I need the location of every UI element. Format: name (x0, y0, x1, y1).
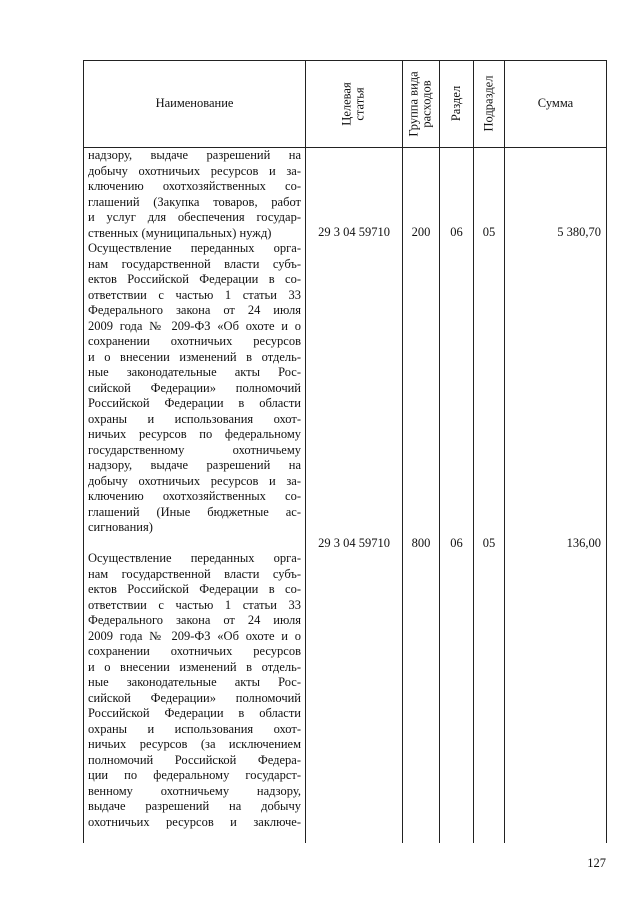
header-subsection-label: Подраздел (481, 75, 496, 132)
header-subsection (474, 60, 504, 147)
header-target-line-1: Целевая (340, 81, 354, 126)
text-line: сийской Федерации» полномочий (88, 380, 301, 395)
text-line: глашений (Иные бюджетные ас- (88, 504, 301, 519)
header-group-line-2: расходов (420, 79, 435, 128)
header-target-line-2: статья (353, 86, 367, 121)
text-line: Федерального закона от 24 июля (88, 303, 301, 317)
text-line: ственных (муниципальных) нужд) (88, 225, 272, 240)
text-line: ничьих ресурсов (за исключением (88, 737, 301, 751)
table-row-2-subsection: 05 (482, 536, 496, 550)
text-line: ектов Российской Федерации в со- (88, 582, 301, 596)
text-line: Российской Федерации в области (88, 396, 301, 410)
header-section-label: Раздел (449, 85, 464, 122)
text-line: венному охотничьему надзору, (88, 783, 301, 798)
page-number: 127 (587, 856, 606, 870)
table-row-2-sum: 136,00 (566, 536, 601, 550)
text-line: выдаче разрешений на добычу (88, 799, 301, 813)
table-row-2-description (88, 241, 301, 536)
table-row-1-target: 29 3 04 59710 (318, 225, 390, 239)
table-row-1-subsection: 05 (482, 225, 496, 239)
text-line: и о внесении изменений в отдель- (88, 349, 301, 364)
text-line: добычу охотничьих ресурсов и за- (88, 473, 301, 488)
column-divider-section (473, 60, 474, 843)
text-line: ответствии с частью 1 статьи 33 (88, 287, 301, 302)
table-row-3-description (88, 551, 301, 830)
table-row-2-target: 29 3 04 59710 (318, 536, 390, 550)
header-sum: Сумма (537, 96, 574, 110)
text-line: охраны и использования охот- (88, 721, 301, 736)
column-divider-target (402, 60, 403, 843)
table-row-2-section: 06 (450, 536, 463, 550)
text-line: ключению охотхозяйственных со- (88, 489, 301, 503)
table-row-1-section: 06 (450, 225, 463, 239)
text-line: сигнования) (88, 520, 153, 534)
text-line: полномочий Российской Федера- (88, 752, 301, 767)
text-line: ектов Российской Федерации в со- (88, 272, 301, 286)
text-line: нам государственной власти субъ- (88, 566, 301, 581)
text-line: нам государственной власти субъ- (88, 256, 301, 271)
text-line: ответствии с частью 1 статьи 33 (88, 597, 301, 612)
text-line: охраны и использования охот- (88, 411, 301, 426)
text-line: сохранении охотничьих ресурсов (88, 334, 301, 348)
text-line: надзору, выдаче разрешений на (88, 148, 301, 162)
text-line: Осуществление переданных орга- (88, 241, 301, 255)
text-line: и о внесении изменений в отдель- (88, 659, 301, 674)
table-row-1-sum: 5 380,70 (557, 225, 601, 239)
header-section (440, 60, 473, 147)
text-line: охотничьих ресурсов и заключе- (88, 814, 301, 829)
text-line: ключению охотхозяйственных со- (88, 179, 301, 193)
header-target (306, 60, 402, 147)
text-line: Федерального закона от 24 июля (88, 613, 301, 627)
table-left-border (83, 60, 84, 843)
text-line: ные законодательные акты Рос- (88, 365, 301, 379)
table-row-2-group: 800 (411, 536, 431, 550)
column-divider-subsection (504, 60, 505, 843)
text-line: и услуг для обеспечения государ- (88, 210, 301, 224)
text-line: ные законодательные акты Рос- (88, 675, 301, 689)
text-line: 2009 года № 209-ФЗ «Об охоте и о (88, 318, 301, 333)
text-line: ции по федеральному государст- (88, 768, 301, 782)
text-line: добычу охотничьих ресурсов и за- (88, 163, 301, 178)
header-group (403, 60, 439, 147)
text-line: сийской Федерации» полномочий (88, 690, 301, 705)
column-divider-name (305, 60, 306, 843)
header-group-line-1: Группа вида (407, 70, 422, 137)
text-line: Осуществление переданных орга- (88, 551, 301, 565)
text-line: Российской Федерации в области (88, 706, 301, 720)
table-row-1-description (88, 148, 301, 241)
text-line: глашений (Закупка товаров, работ (88, 194, 301, 209)
text-line: ничьих ресурсов по федеральному (88, 427, 301, 441)
column-divider-group (439, 60, 440, 843)
table-right-border (606, 60, 607, 843)
text-line: государственному охотничьему (88, 442, 301, 457)
text-line: надзору, выдаче разрешений на (88, 458, 301, 472)
text-line: 2009 года № 209-ФЗ «Об охоте и о (88, 628, 301, 643)
text-line: сохранении охотничьих ресурсов (88, 644, 301, 658)
header-name: Наименование (155, 96, 234, 110)
table-row-1-group: 200 (411, 225, 431, 239)
